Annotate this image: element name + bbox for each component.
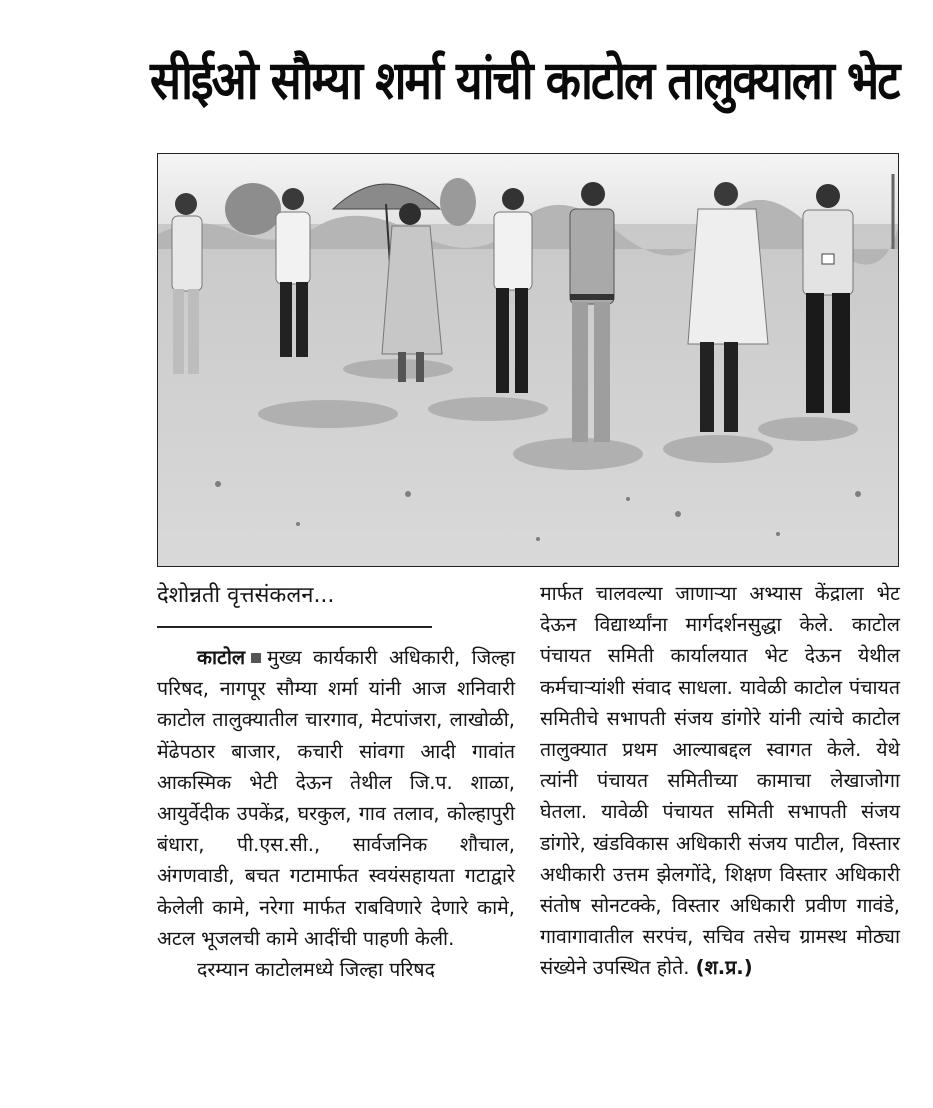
paragraph-1-text: मुख्य कार्यकारी अधिकारी, जिल्हा परिषद, नागपूर सौम्या शर्मा यांनी आज शनिवारी काटोल तालुक्यातील चारगाव, मेटपांजरा, लाखोळी, मेंढेपठार बाजार, कचारी सांवगा आदी गावांत आकस्मिक भेटी देऊन तेथील जि.प. शाळा, आयुर्वेदीक उपकेंद्र, घरकुल, गाव तलाव, कोल्हापुरी बंधारा, पी.एस.सी., सार्वजनिक शौचाल, अंगणवाडी, बचत गटामार्फत स्वयंसहायता गटाद्वारे केलेली कामे, नरेगा मार्फत राबविणारे देणारे कामे, अटल भूजलची कामे आदींची पाहणी केली. (157, 646, 515, 950)
article-paragraph-1 (157, 642, 515, 954)
dateline: काटोल (197, 646, 246, 669)
reporter-credit: (श.प्र.) (695, 956, 753, 980)
field-visit-photo-illustration (158, 154, 898, 566)
article-column-left (157, 570, 515, 985)
separator-square-icon (251, 653, 261, 663)
article-paragraph-2-start: दरम्यान काटोलमध्ये जिल्हा परिषद (197, 958, 435, 982)
bureau-byline: देशोन्नती वृत्तसंकलन... (157, 574, 432, 628)
news-photo (157, 153, 899, 567)
article-column-right (540, 578, 900, 984)
headline: सीईओ सौम्या शर्मा यांची काटोल तालुक्याला भेट (150, 48, 899, 112)
paragraph-2-text: मार्फत चालवल्या जाणाऱ्या अभ्यास केंद्राला भेट देऊन विद्यार्थ्यांना मार्गदर्शनसुद्धा केले. काटोल पंचायत समिती कार्यालयात भेट देऊन येथील कर्मचाऱ्यांशी संवाद साधला. यावेळी काटोल पंचायत समितीचे सभापती संजय डांगोरे यांनी त्यांचे काटोल तालुक्यात प्रथम आल्याबद्दल स्वागत केले. येथे त्यांनी पंचायत समितीच्या कामाचा लेखाजोगा घेतला. यावेळी पंचायत समिती सभापती संजय डांगोरे, खंडविकास अधिकारी संजय पाटील, विस्तार अधीकारी उत्तम झेलगोंदे, शिक्षण विस्तार अधिकारी संतोष सोनटक्के, विस्तार अधिकारी प्रवीण गावंडे, गावागावातील सरपंच, सचिव तसेच ग्रामस्थ मोठ्या संख्येने उपस्थित होते. (540, 582, 900, 980)
article-paragraph-2-continued (540, 578, 900, 984)
